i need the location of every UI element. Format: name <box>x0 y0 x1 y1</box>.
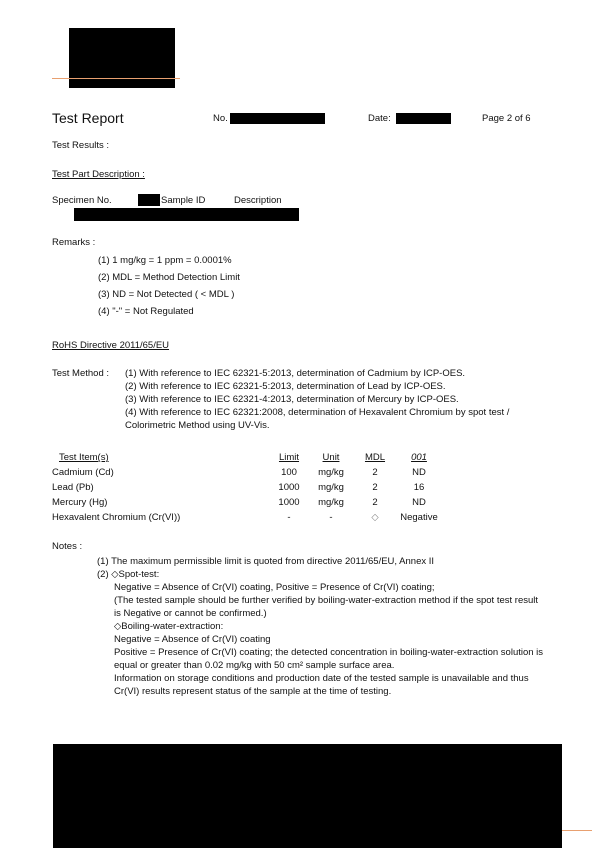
note-line: Positive = Presence of Cr(VI) coating; the detected concentration in boiling-water-extraction solution is <box>114 647 544 658</box>
table-row <box>52 497 452 511</box>
table-row <box>52 512 452 526</box>
cell-unit: mg/kg <box>318 482 344 493</box>
remarks-label: Remarks : <box>52 237 96 248</box>
cell-result: Negative <box>400 512 438 523</box>
note-line: Negative = Absence of Cr(VI) coating <box>114 634 271 645</box>
th-unit: Unit <box>322 452 340 463</box>
part-description-heading: Test Part Description : <box>52 169 145 180</box>
th-mdl: MDL <box>364 452 386 463</box>
note-line: (2) ◇Spot-test: <box>97 569 160 580</box>
cell-result: ND <box>412 467 426 478</box>
remark-item: (2) MDL = Method Detection Limit <box>98 272 240 283</box>
table-header-row <box>52 452 452 466</box>
redacted-date <box>396 113 451 124</box>
test-results-label: Test Results : <box>52 140 110 151</box>
redacted-logo <box>69 28 175 88</box>
redacted-specimen-no <box>138 194 160 206</box>
remark-item: (3) ND = Not Detected ( < MDL ) <box>98 289 235 300</box>
cell-mdl: 2 <box>372 467 378 478</box>
redacted-description-row <box>74 208 299 221</box>
redacted-footer <box>53 744 562 848</box>
cell-mdl: 2 <box>372 497 378 508</box>
test-method-line: (3) With reference to IEC 62321-4:2013, determination of Mercury by ICP-OES. <box>125 394 459 405</box>
test-method-line: (4) With reference to IEC 62321:2008, determination of Hexavalent Chromium by spot test / <box>125 407 510 418</box>
date-label: Date: <box>368 113 391 124</box>
cell-item: Lead (Pb) <box>52 482 94 493</box>
report-title: Test Report <box>52 110 124 126</box>
cell-item: Hexavalent Chromium (Cr(VI)) <box>52 512 181 523</box>
cell-result: 16 <box>413 482 425 493</box>
note-line: equal or greater than 0.02 mg/kg with 50 cm² sample surface area. <box>114 660 395 671</box>
cell-mdl: ◇ <box>371 512 379 523</box>
cell-limit: 100 <box>281 467 297 478</box>
test-method-line: Colorimetric Method using UV-Vis. <box>125 420 270 431</box>
note-line: Information on storage conditions and production date of the tested sample is unavailable and thus <box>114 673 529 684</box>
cell-item: Mercury (Hg) <box>52 497 108 508</box>
table-row <box>52 482 452 496</box>
report-number-label: No. <box>213 113 228 124</box>
remark-item: (4) "-" = Not Regulated <box>98 306 194 317</box>
page-number: Page 2 of 6 <box>482 113 531 124</box>
col-description: Description <box>234 195 282 206</box>
cell-mdl: 2 <box>372 482 378 493</box>
table-row <box>52 467 452 481</box>
redacted-report-number <box>230 113 325 124</box>
test-method-label: Test Method : <box>52 368 110 379</box>
notes-label: Notes : <box>52 541 83 552</box>
remark-item: (1) 1 mg/kg = 1 ppm = 0.0001% <box>98 255 232 266</box>
test-method-line: (2) With reference to IEC 62321-5:2013, determination of Lead by ICP-OES. <box>125 381 446 392</box>
cell-item: Cadmium (Cd) <box>52 467 114 478</box>
cell-limit: 1000 <box>278 482 300 493</box>
th-limit: Limit <box>278 452 300 463</box>
cell-unit: - <box>329 512 333 523</box>
th-test-items: Test Item(s) <box>59 452 109 463</box>
cell-limit: - <box>287 512 291 523</box>
th-sample-001: 001 <box>411 452 427 463</box>
cell-limit: 1000 <box>278 497 300 508</box>
header-rule <box>52 78 180 79</box>
footer-rule <box>562 830 592 831</box>
cell-unit: mg/kg <box>318 467 344 478</box>
cell-unit: mg/kg <box>318 497 344 508</box>
note-line: (The tested sample should be further verified by boiling-water-extraction method if the spot test result <box>114 595 539 606</box>
note-line: Cr(VI) results represent status of the sample at the time of testing. <box>114 686 392 697</box>
cell-result: ND <box>412 497 426 508</box>
note-line: ◇Boiling-water-extraction: <box>114 621 224 632</box>
note-line: is Negative or cannot be confirmed.) <box>114 608 267 619</box>
test-method-line: (1) With reference to IEC 62321-5:2013, determination of Cadmium by ICP-OES. <box>125 368 466 379</box>
col-specimen-no: Specimen No. <box>52 195 112 206</box>
note-line: Negative = Absence of Cr(VI) coating, Positive = Presence of Cr(VI) coating; <box>114 582 435 593</box>
col-sample-id: Sample ID <box>161 195 206 206</box>
directive-heading: RoHS Directive 2011/65/EU <box>52 340 170 351</box>
note-line: (1) The maximum permissible limit is quoted from directive 2011/65/EU, Annex II <box>97 556 435 567</box>
